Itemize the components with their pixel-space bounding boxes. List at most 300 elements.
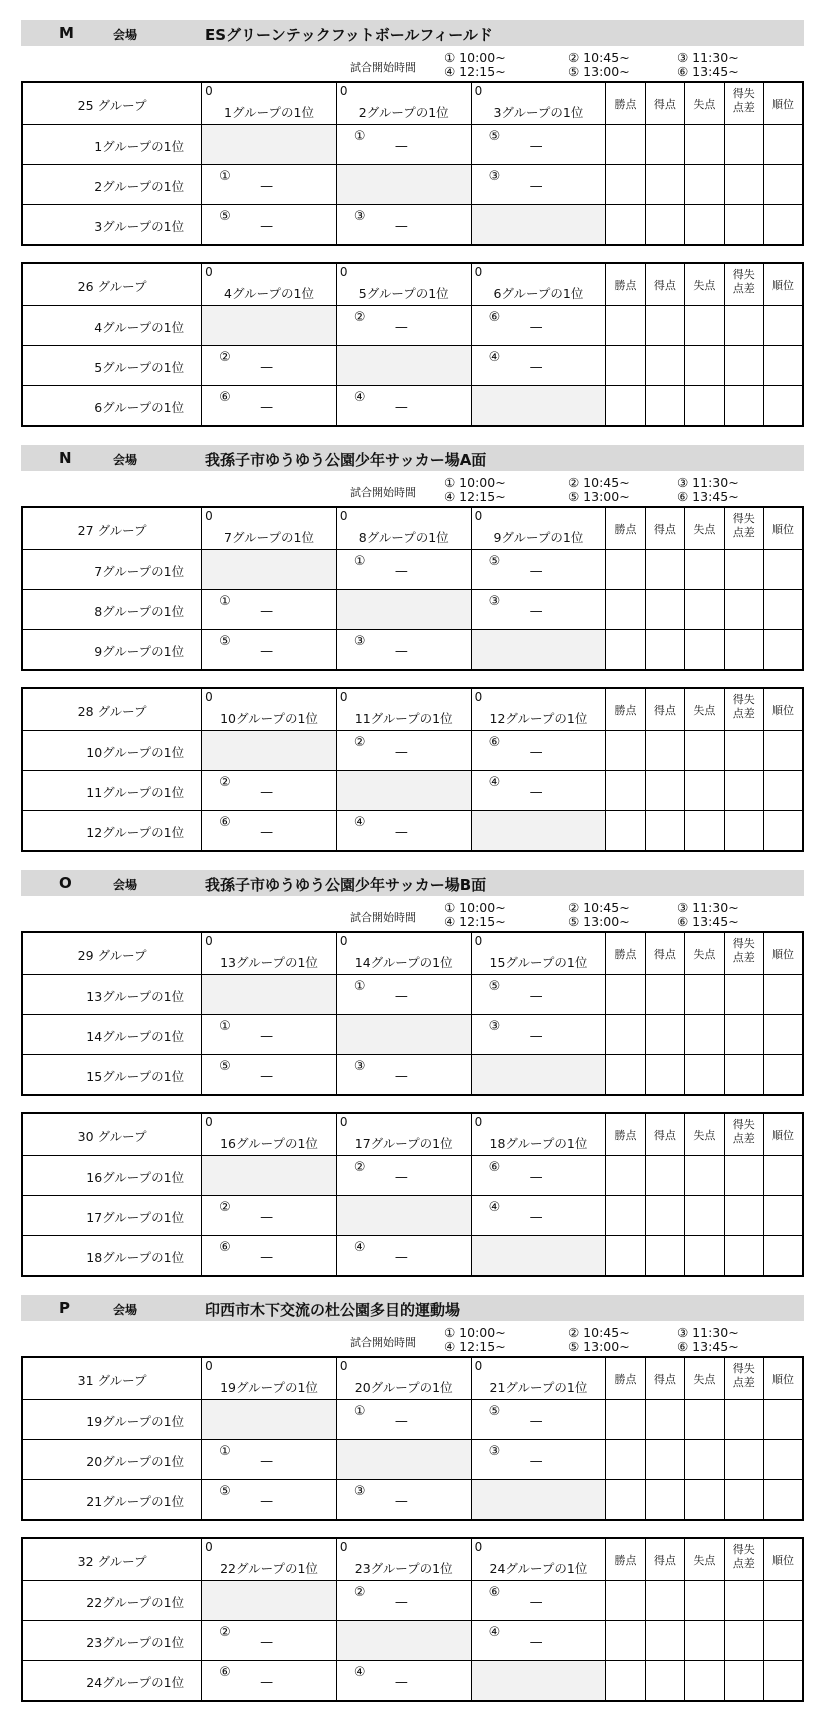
group-name: 31 グループ — [77, 1373, 147, 1388]
stat-label: 得失 点差 — [732, 512, 755, 539]
group-name-cell — [22, 263, 202, 306]
start-times — [21, 896, 804, 931]
match-cell — [471, 1581, 606, 1621]
stat-cell — [685, 1156, 724, 1196]
score-dash: — — [529, 1635, 543, 1650]
stat-cell — [645, 1621, 684, 1661]
match-number: ④ — [353, 815, 366, 830]
self-match-cell — [336, 590, 471, 630]
opponent-score-mark: 0 — [205, 1115, 213, 1129]
table-row — [22, 811, 803, 852]
start-times — [21, 1321, 804, 1356]
stat-label: 順位 — [771, 1129, 794, 1142]
match-cell — [471, 550, 606, 590]
stat-header — [724, 507, 763, 550]
table-row — [22, 306, 803, 346]
venue-header — [21, 445, 804, 471]
group-table — [21, 262, 804, 427]
stat-cell — [645, 1055, 684, 1096]
start-time: ④ 12:15~ — [444, 489, 506, 504]
team-name: 24グループの1位 — [86, 1675, 185, 1690]
stat-cell — [763, 1236, 803, 1277]
match-cell — [336, 550, 471, 590]
match-number: ④ — [353, 1240, 366, 1255]
stat-cell — [724, 125, 763, 165]
match-number: ① — [219, 1444, 231, 1459]
team-name-cell — [22, 1621, 202, 1661]
stat-cell — [685, 1015, 724, 1055]
score-dash: — — [394, 1494, 408, 1509]
opponent-header — [336, 688, 471, 731]
match-cell — [202, 386, 337, 427]
stat-cell — [685, 1581, 724, 1621]
stat-cell — [763, 1440, 803, 1480]
stat-label: 得点 — [653, 1554, 676, 1567]
start-time: ⑥ 13:45~ — [677, 489, 739, 504]
score-dash: — — [529, 1029, 543, 1044]
stat-label: 失点 — [693, 279, 716, 292]
stat-label: 得点 — [653, 1129, 676, 1142]
stat-cell — [724, 306, 763, 346]
match-cell — [336, 1055, 471, 1096]
venue-name: ESグリーンテックフットボールフィールド — [205, 26, 493, 44]
opponent-name: 24グループの1位 — [489, 1561, 588, 1576]
start-time: ② 10:45~ — [568, 1325, 630, 1340]
stat-cell — [645, 1015, 684, 1055]
match-number: ⑤ — [219, 634, 231, 649]
venue-code: O — [59, 874, 72, 892]
self-match-cell — [202, 125, 337, 165]
opponent-header — [336, 1357, 471, 1400]
score-dash: — — [529, 179, 543, 194]
score-dash: — — [394, 1170, 408, 1185]
stat-header — [645, 82, 684, 125]
stat-cell — [724, 386, 763, 427]
team-name-cell — [22, 1156, 202, 1196]
self-match-cell — [471, 811, 606, 852]
team-name-cell — [22, 630, 202, 671]
match-cell — [471, 975, 606, 1015]
stat-header — [685, 1357, 724, 1400]
group-name-cell — [22, 1357, 202, 1400]
match-cell — [336, 630, 471, 671]
start-time: ④ 12:15~ — [444, 914, 506, 929]
team-name-cell — [22, 125, 202, 165]
group-table — [21, 687, 804, 852]
self-match-cell — [202, 306, 337, 346]
opponent-name: 23グループの1位 — [354, 1561, 453, 1576]
stat-header — [724, 263, 763, 306]
match-cell — [202, 590, 337, 630]
stat-cell — [763, 205, 803, 246]
opponent-score-mark: 0 — [474, 934, 483, 948]
opponent-header — [336, 1113, 471, 1156]
score-dash: — — [529, 1170, 543, 1185]
opponent-score-mark: 0 — [474, 265, 483, 279]
team-name: 7グループの1位 — [94, 564, 185, 579]
team-name-cell — [22, 165, 202, 205]
stat-cell — [724, 1440, 763, 1480]
opponent-score-mark: 0 — [474, 509, 483, 523]
team-name: 9グループの1位 — [94, 644, 185, 659]
stat-label: 勝点 — [614, 1373, 637, 1386]
score-dash: — — [394, 825, 408, 840]
team-name: 13グループの1位 — [86, 989, 185, 1004]
stat-header — [606, 932, 645, 975]
start-time: ⑤ 13:00~ — [568, 1339, 630, 1354]
opponent-name: 22グループの1位 — [220, 1561, 318, 1576]
match-cell — [202, 346, 337, 386]
opponent-header — [471, 1357, 606, 1400]
start-time: ③ 11:30~ — [677, 50, 739, 65]
opponent-score-mark: 0 — [205, 934, 213, 948]
stat-cell — [724, 1661, 763, 1702]
venue-name: 印西市木下交流の杜公園多目的運動場 — [205, 1301, 461, 1319]
venue-label: 会場 — [113, 453, 138, 467]
opponent-header — [336, 507, 471, 550]
stat-header — [645, 932, 684, 975]
stat-cell — [724, 1400, 763, 1440]
opponent-score-mark: 0 — [339, 934, 348, 948]
stat-cell — [645, 975, 684, 1015]
stat-cell — [645, 1440, 684, 1480]
venue-label: 会場 — [113, 878, 138, 892]
opponent-name: 3グループの1位 — [493, 105, 584, 120]
score-dash: — — [529, 745, 543, 760]
team-name: 12グループの1位 — [86, 825, 185, 840]
score-dash: — — [394, 139, 408, 154]
stat-label: 順位 — [771, 279, 794, 292]
stat-cell — [724, 811, 763, 852]
team-name-cell — [22, 1055, 202, 1096]
match-cell — [202, 1196, 337, 1236]
table-row — [22, 165, 803, 205]
stat-cell — [606, 205, 645, 246]
stat-cell — [724, 1015, 763, 1055]
match-cell — [471, 1015, 606, 1055]
team-name-cell — [22, 1661, 202, 1702]
match-cell — [471, 125, 606, 165]
stat-label: 失点 — [693, 1373, 716, 1386]
match-number: ③ — [488, 1019, 501, 1034]
stat-cell — [763, 165, 803, 205]
self-match-cell — [202, 975, 337, 1015]
stat-cell — [645, 1236, 684, 1277]
stat-header — [724, 932, 763, 975]
score-dash: — — [260, 785, 274, 800]
stat-label: 失点 — [693, 523, 716, 536]
table-row — [22, 346, 803, 386]
team-name: 14グループの1位 — [86, 1029, 185, 1044]
self-match-cell — [471, 386, 606, 427]
score-dash: — — [260, 644, 274, 659]
stat-cell — [645, 205, 684, 246]
match-number: ⑥ — [219, 1240, 231, 1255]
table-row — [22, 1156, 803, 1196]
start-times — [21, 46, 804, 81]
stat-header — [606, 1538, 645, 1581]
table-row — [22, 125, 803, 165]
match-number: ④ — [353, 1665, 366, 1680]
stat-cell — [724, 1581, 763, 1621]
opponent-name: 21グループの1位 — [489, 1380, 588, 1395]
self-match-cell — [202, 1400, 337, 1440]
team-name-cell — [22, 1581, 202, 1621]
match-number: ④ — [488, 1625, 501, 1640]
opponent-header — [202, 1357, 337, 1400]
opponent-score-mark: 0 — [205, 265, 213, 279]
stat-cell — [645, 1661, 684, 1702]
stat-header — [685, 263, 724, 306]
match-cell — [471, 731, 606, 771]
table-row — [22, 1196, 803, 1236]
table-row — [22, 1581, 803, 1621]
opponent-score-mark: 0 — [205, 84, 213, 98]
match-number: ⑤ — [488, 129, 501, 144]
stat-cell — [685, 346, 724, 386]
stat-cell — [763, 630, 803, 671]
stat-cell — [685, 125, 724, 165]
stat-label: 得点 — [653, 523, 676, 536]
stat-header — [645, 263, 684, 306]
score-dash: — — [529, 1210, 543, 1225]
score-dash: — — [394, 1675, 408, 1690]
team-name-cell — [22, 771, 202, 811]
table-row — [22, 1480, 803, 1521]
match-number: ⑤ — [219, 1484, 231, 1499]
opponent-header — [471, 1538, 606, 1581]
stat-header — [763, 688, 803, 731]
stat-cell — [763, 1480, 803, 1521]
group-name: 28 グループ — [77, 704, 147, 719]
match-cell — [336, 1400, 471, 1440]
opponent-score-mark: 0 — [339, 265, 348, 279]
score-dash: — — [394, 644, 408, 659]
stat-cell — [606, 1480, 645, 1521]
stat-header — [606, 263, 645, 306]
opponent-name: 10グループの1位 — [220, 711, 318, 726]
stat-cell — [645, 1581, 684, 1621]
stat-cell — [685, 1400, 724, 1440]
opponent-score-mark: 0 — [339, 84, 348, 98]
opponent-header — [202, 1538, 337, 1581]
stat-header — [645, 507, 684, 550]
group-name-cell — [22, 82, 202, 125]
stat-label: 勝点 — [614, 279, 637, 292]
stat-cell — [763, 1156, 803, 1196]
stat-cell — [724, 1236, 763, 1277]
stat-label: 得失 点差 — [732, 268, 755, 295]
stat-cell — [606, 386, 645, 427]
stat-cell — [685, 590, 724, 630]
opponent-name: 6グループの1位 — [493, 286, 584, 301]
table-row — [22, 1015, 803, 1055]
start-time: ⑥ 13:45~ — [677, 914, 739, 929]
match-cell — [471, 1440, 606, 1480]
opponent-score-mark: 0 — [474, 1359, 483, 1373]
venue-header — [21, 1295, 804, 1321]
stat-cell — [606, 1236, 645, 1277]
table-row — [22, 1236, 803, 1277]
score-dash: — — [260, 1454, 274, 1469]
group-table — [21, 931, 804, 1096]
venue-code: P — [59, 1299, 70, 1317]
start-time-label: 試合開始時間 — [350, 61, 416, 74]
stat-cell — [606, 1621, 645, 1661]
opponent-header — [336, 1538, 471, 1581]
stat-label: 得点 — [653, 279, 676, 292]
team-name-cell — [22, 1196, 202, 1236]
start-time: ⑤ 13:00~ — [568, 64, 630, 79]
match-number: ② — [219, 1200, 231, 1215]
stat-cell — [763, 125, 803, 165]
stat-cell — [685, 771, 724, 811]
score-dash: — — [394, 564, 408, 579]
table-row — [22, 205, 803, 246]
score-dash: — — [394, 1595, 408, 1610]
match-cell — [471, 1621, 606, 1661]
score-dash: — — [529, 1595, 543, 1610]
score-dash: — — [529, 604, 543, 619]
match-number: ⑤ — [219, 1059, 231, 1074]
stat-cell — [763, 1661, 803, 1702]
stat-cell — [724, 1196, 763, 1236]
table-row — [22, 1621, 803, 1661]
stat-cell — [724, 550, 763, 590]
stat-cell — [606, 1055, 645, 1096]
stat-cell — [763, 811, 803, 852]
venue-header — [21, 20, 804, 46]
team-name-cell — [22, 550, 202, 590]
stat-label: 失点 — [693, 1554, 716, 1567]
table-row — [22, 1055, 803, 1096]
self-match-cell — [471, 1480, 606, 1521]
stat-cell — [645, 550, 684, 590]
opponent-header — [202, 688, 337, 731]
match-cell — [202, 811, 337, 852]
match-number: ① — [219, 1019, 231, 1034]
stat-cell — [724, 346, 763, 386]
opponent-name: 13グループの1位 — [220, 955, 318, 970]
team-name-cell — [22, 975, 202, 1015]
group-table — [21, 506, 804, 671]
match-cell — [202, 1440, 337, 1480]
stat-label: 失点 — [693, 1129, 716, 1142]
venue-header — [21, 870, 804, 896]
self-match-cell — [471, 1236, 606, 1277]
self-match-cell — [471, 630, 606, 671]
stat-header — [763, 1113, 803, 1156]
stat-cell — [606, 630, 645, 671]
self-match-cell — [202, 1156, 337, 1196]
match-number: ① — [219, 169, 231, 184]
stat-header — [763, 82, 803, 125]
stat-cell — [685, 550, 724, 590]
stat-label: 順位 — [771, 704, 794, 717]
stat-cell — [645, 811, 684, 852]
stat-cell — [685, 1480, 724, 1521]
stat-cell — [606, 771, 645, 811]
match-number: ④ — [488, 775, 501, 790]
stat-cell — [606, 590, 645, 630]
group-name-cell — [22, 1538, 202, 1581]
team-name: 20グループの1位 — [86, 1454, 185, 1469]
score-dash: — — [394, 320, 408, 335]
stat-cell — [685, 165, 724, 205]
stat-cell — [606, 1581, 645, 1621]
stat-cell — [645, 165, 684, 205]
self-match-cell — [336, 1621, 471, 1661]
match-number: ⑥ — [488, 1160, 501, 1175]
group-table — [21, 1537, 804, 1702]
start-time: ④ 12:15~ — [444, 64, 506, 79]
stat-cell — [685, 306, 724, 346]
score-dash: — — [529, 139, 543, 154]
score-dash: — — [260, 1675, 274, 1690]
stat-header — [685, 507, 724, 550]
match-cell — [471, 165, 606, 205]
start-time: ⑥ 13:45~ — [677, 1339, 739, 1354]
match-number: ③ — [353, 209, 366, 224]
start-time: ① 10:00~ — [444, 1325, 506, 1340]
stat-header — [685, 1113, 724, 1156]
opponent-name: 1グループの1位 — [224, 105, 314, 120]
stat-cell — [645, 590, 684, 630]
stat-label: 勝点 — [614, 704, 637, 717]
opponent-header — [471, 263, 606, 306]
stat-cell — [606, 346, 645, 386]
score-dash: — — [260, 1029, 274, 1044]
group-table — [21, 81, 804, 246]
match-cell — [336, 1156, 471, 1196]
match-number: ② — [353, 735, 366, 750]
start-time: ① 10:00~ — [444, 900, 506, 915]
opponent-header — [336, 82, 471, 125]
score-dash: — — [260, 825, 274, 840]
group-name-cell — [22, 932, 202, 975]
stat-header — [724, 82, 763, 125]
stat-cell — [724, 1621, 763, 1661]
stat-cell — [763, 771, 803, 811]
stat-header — [763, 1357, 803, 1400]
match-number: ③ — [488, 594, 501, 609]
match-number: ⑥ — [488, 310, 501, 325]
match-cell — [336, 1236, 471, 1277]
stat-header — [685, 1538, 724, 1581]
match-number: ⑤ — [219, 209, 231, 224]
opponent-name: 20グループの1位 — [354, 1380, 453, 1395]
opponent-header — [202, 507, 337, 550]
score-dash: — — [394, 745, 408, 760]
team-name: 10グループの1位 — [86, 745, 185, 760]
self-match-cell — [336, 1015, 471, 1055]
team-name: 19グループの1位 — [86, 1414, 185, 1429]
stat-cell — [685, 1236, 724, 1277]
stat-cell — [645, 771, 684, 811]
stat-cell — [685, 205, 724, 246]
group-name: 29 グループ — [77, 948, 147, 963]
score-dash: — — [529, 360, 543, 375]
stat-label: 失点 — [693, 704, 716, 717]
stat-cell — [763, 731, 803, 771]
score-dash: — — [260, 1635, 274, 1650]
venue-label: 会場 — [113, 1303, 138, 1317]
self-match-cell — [202, 550, 337, 590]
table-row — [22, 1661, 803, 1702]
match-cell — [471, 1196, 606, 1236]
stat-cell — [645, 731, 684, 771]
self-match-cell — [471, 205, 606, 246]
